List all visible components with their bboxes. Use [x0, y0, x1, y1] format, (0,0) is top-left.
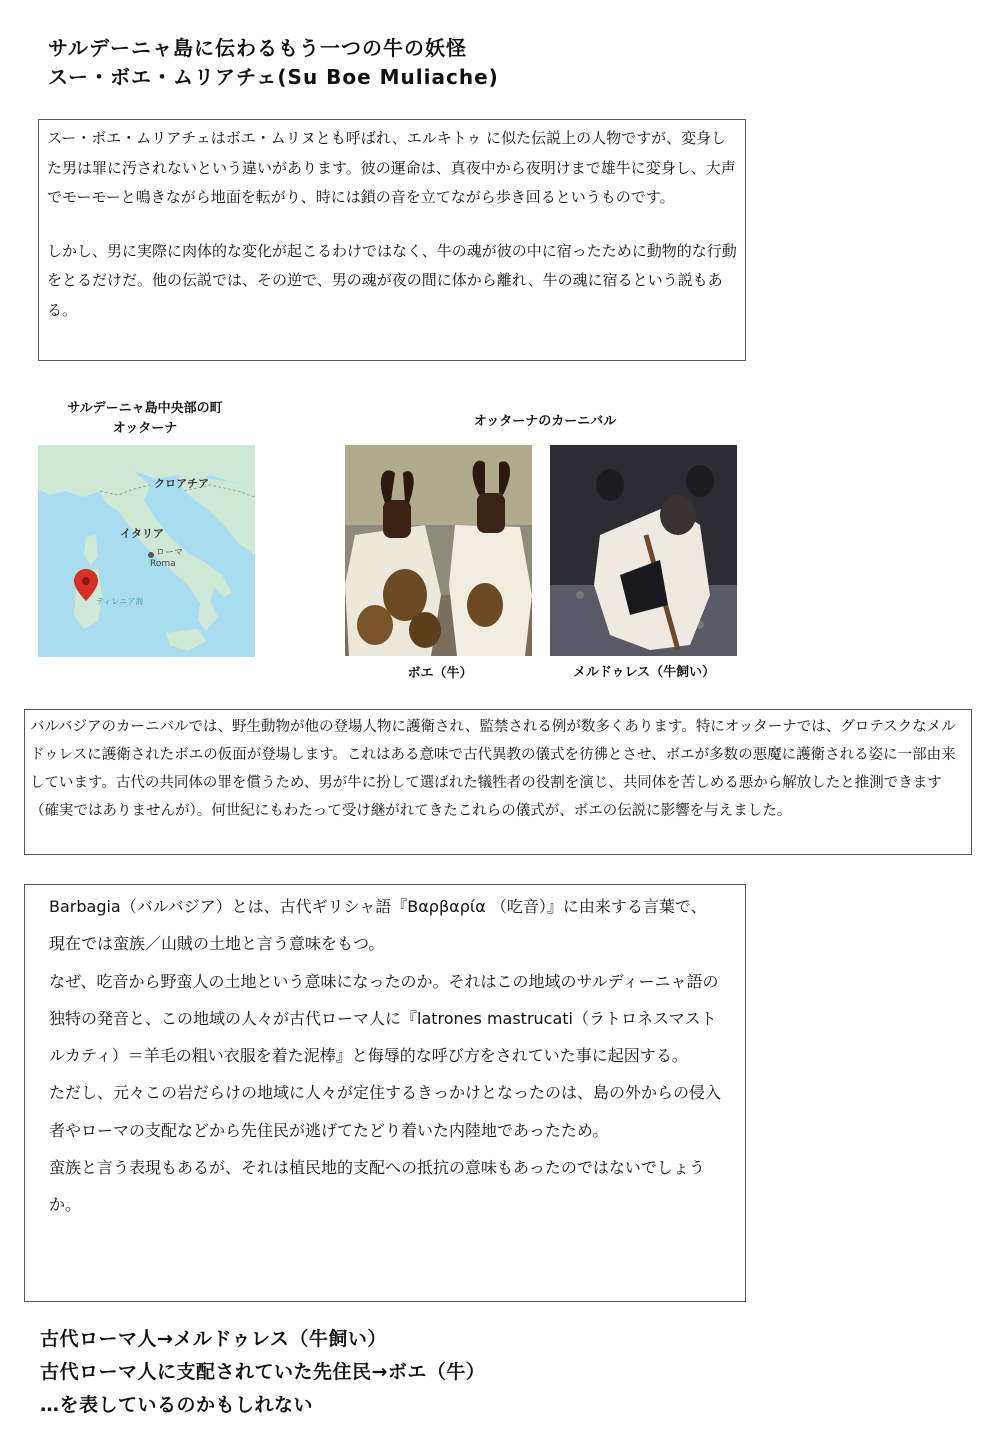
map-label-rome-ja: ローマ	[156, 548, 184, 558]
italy-map	[38, 445, 255, 657]
map-label-italy: イタリア	[120, 527, 164, 540]
carnival-text-box	[24, 709, 972, 855]
map-caption-line-2: オッターナ	[112, 421, 178, 436]
barbagia-paragraph-4: 蛮族と言う表現もあるが、それは植民地的支配への抵抗の意味もあったのではないでしょうか。	[49, 1158, 705, 1215]
merdules-photo-caption: メルドゥレス（牛飼い）	[572, 665, 716, 680]
map-label-croatia: クロアチア	[154, 477, 209, 490]
barbagia-paragraph-1: Barbagia（バルバジア）とは、古代ギリシャ語『Βαρβαρία （吃音）』に由来する言葉で、現在では蛮族／山賊の土地と言う意味をもつ。	[49, 897, 707, 954]
barbagia-paragraph-2: なぜ、吃音から野蛮人の土地という意味になったのか。それはこの地域のサルディーニャ語の独特の発音と、この地域の人々が古代ローマ人に『latrones mastrucati（ラトロネスマストルカティ）＝羊毛の粗い衣服を着た泥棒』と侮辱的な呼び方をされていた事に起因する。	[49, 971, 719, 1066]
carnival-paragraph: バルバジアのカーニバルでは、野生動物が他の登場人物に護衛され、監禁される例が数多くあります。特にオッターナでは、グロテスクなメルドゥレスに護衛されたボエの仮面が登場します。これはある意味で古代異教の儀式を彷彿とさせ、ボエが多数の悪魔に護衛される姿に一部由来しています。古代の共同体の罪を償うため、男が牛に扮して選ばれた犠牲者の役割を演じ、共同体を苦しめる悪から解放したと推測できます（確実ではありませんが）。何世紀にもわたって受け継がれてきたこれらの儀式が、ボエの伝説に影響を与えました。	[30, 719, 956, 819]
conclusion-line-3: …を表しているのかもしれない	[40, 1394, 314, 1416]
intro-paragraph-1: スー・ボエ・ムリアチェはボエ・ムリヌとも呼ばれ、エルキトゥ に似た伝説上の人物ですが、変身した男は罪に汚されないという違いがあります。彼の運命は、真夜中から夜明けまで雄牛に変身し、大声でモーモーと鳴きながら地面を転がり、時には鎖の音を立てながら歩き回るというものです。	[47, 129, 736, 206]
map-label-rome-en: Roma	[150, 559, 176, 569]
page-title: サルデーニャ島に伝わるもう一つの牛の妖怪	[48, 36, 467, 60]
boe-photo	[345, 445, 532, 656]
map-caption-line-1: サルデーニャ島中央部の町	[67, 401, 223, 416]
carnival-caption: オッターナのカーニバル	[473, 414, 617, 429]
barbagia-paragraph-3: ただし、元々この岩だらけの地域に人々が定住するきっかけとなったのは、島の外からの侵入者やローマの支配などから先住民が逃げてたどり着いた内陸地であったため。	[49, 1083, 722, 1140]
map-caption	[40, 399, 250, 439]
intro-paragraph-2: しかし、男に実際に肉体的な変化が起こるわけではなく、牛の魂が彼の中に宿ったために動物的な行動をとるだけだ。他の伝説では、その逆で、男の魂が夜の間に体から離れ、牛の魂に宿るという説もある。	[47, 241, 737, 319]
map-label-tyrrhenian-sea: ティレニア海	[96, 597, 144, 606]
intro-text-box	[38, 119, 746, 361]
conclusion-line-1: 古代ローマ人→メルドゥレス（牛飼い）	[40, 1328, 387, 1350]
conclusion-line-2: 古代ローマ人に支配されていた先住民→ボエ（牛）	[40, 1361, 486, 1383]
page-subtitle: スー・ボエ・ムリアチェ(Su Boe Muliache)	[48, 65, 499, 89]
merdules-photo	[550, 445, 737, 656]
boe-photo-caption: ボエ（牛）	[407, 666, 473, 681]
barbagia-text-box	[24, 884, 746, 1302]
